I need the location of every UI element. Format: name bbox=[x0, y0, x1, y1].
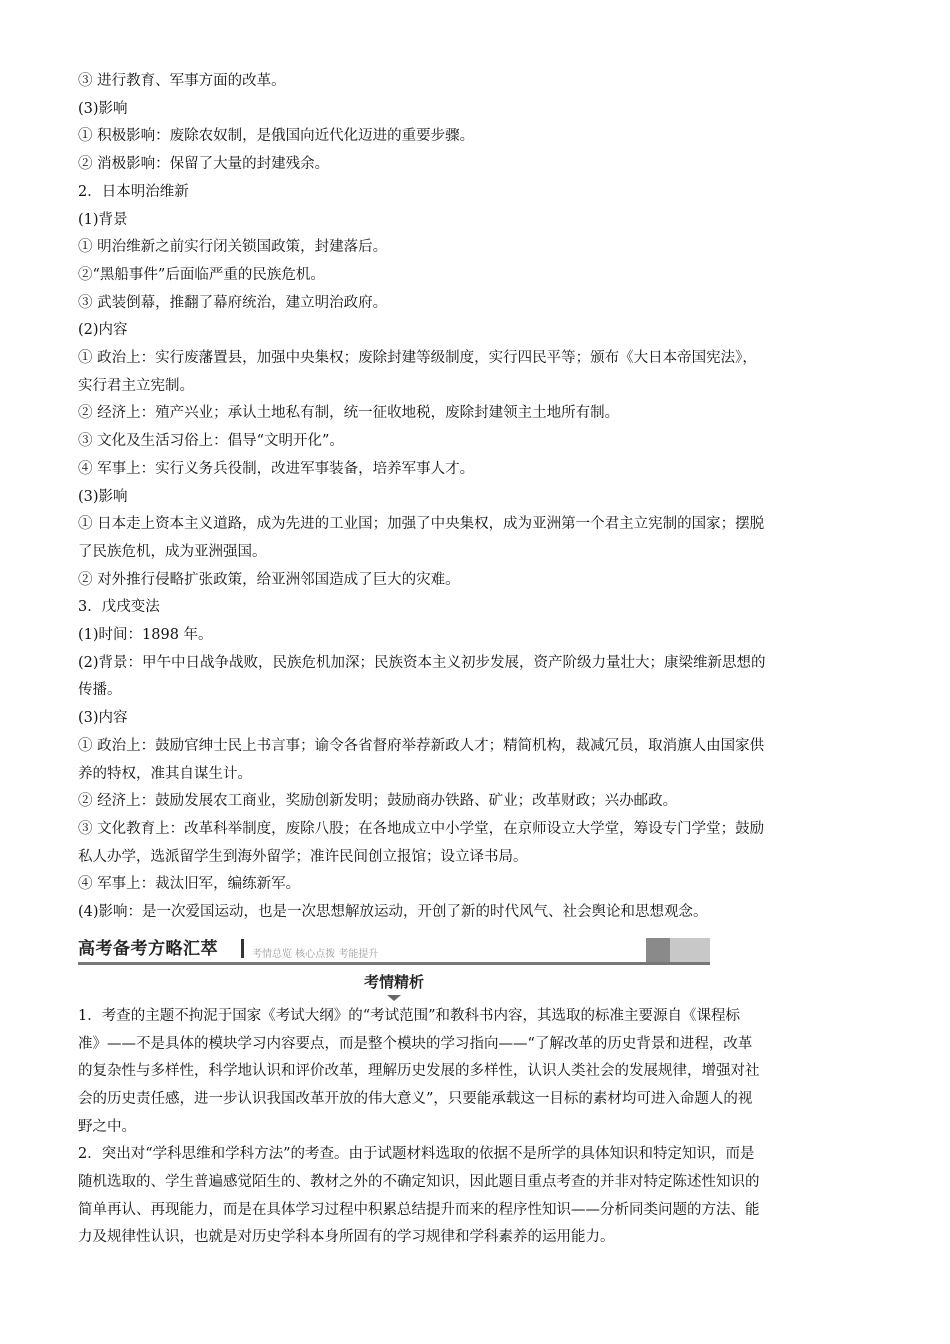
text-line: ③ 文化及生活习俗上：倡导“文明开化”。 bbox=[78, 433, 344, 450]
text-line: ④ 军事上：实行义务兵役制，改进军事装备，培养军事人才。 bbox=[78, 460, 475, 477]
text-line: 养的特权，准其自谋生计。 bbox=[78, 765, 252, 782]
text-line: ① 日本走上资本主义道路，成为先进的工业国；加强了中央集权，成为亚洲第一个君主立宪制的国家；摆脱 bbox=[78, 516, 765, 533]
text-line: (2)背景：甲午中日战争战败，民族危机加深；民族资本主义初步发展，资产阶级力量壮大；康梁维新思想的 bbox=[78, 654, 766, 671]
text-line: 实行君主立宪制。 bbox=[78, 377, 194, 394]
section-title: 高考备考方略汇萃 bbox=[78, 938, 218, 959]
document-page bbox=[78, 68, 872, 1252]
text-line: ② 对外推行侵略扩张政策，给亚洲邻国造成了巨大的灾难。 bbox=[78, 571, 460, 588]
text-line: 1．考查的主题不拘泥于国家《考试大纲》的“考试范围”和教科书内容，其选取的标准主要源自《课程标 bbox=[78, 1007, 741, 1024]
text-line: 会的历史责任感，进一步认识我国改革开放的伟大意义”，只要能承载这一目标的素材均可进入命题人的视 bbox=[78, 1090, 753, 1107]
text-line: ② 消极影响：保留了大量的封建残余。 bbox=[78, 156, 330, 173]
text-line: ③ 进行教育、军事方面的改革。 bbox=[78, 73, 286, 89]
text-line: 私人办学，选派留学生到海外留学；准许民间创立报馆；设立译书局。 bbox=[78, 848, 528, 865]
text-line: 了民族危机，成为亚洲强国。 bbox=[78, 543, 267, 560]
text-line: (3)影响 bbox=[78, 488, 128, 505]
section-header-bar bbox=[78, 935, 872, 965]
text-line: 3．戊戌变法 bbox=[78, 599, 160, 616]
text-line: ① 积极影响：废除农奴制，是俄国向近代化迈进的重要步骤。 bbox=[78, 128, 475, 145]
subheading bbox=[78, 969, 710, 1003]
text-line: ① 政治上：鼓励官绅士民上书言事；谕令各省督府举荐新政人才；精简机构，裁减冗员，取消旗人由国家供 bbox=[78, 737, 765, 754]
section-decor-block-dark bbox=[646, 938, 670, 962]
section-decor-block-light bbox=[670, 938, 710, 962]
text-line: ② 经济上：殖产兴业；承认土地私有制，统一征收地税，废除封建领主土地所有制。 bbox=[78, 405, 620, 422]
text-line: 随机选取的、学生普遍感觉陌生的、教材之外的不确定知识，因此题目重点考查的并非对特定陈述性知识的 bbox=[78, 1174, 760, 1191]
text-line: 2．突出对“学科思维和学科方法”的考查。由于试题材料选取的依据不是所学的具体知识和特定知识，而是 bbox=[78, 1146, 755, 1163]
text-line: (4)影响：是一次爱国运动，也是一次思想解放运动，开创了新的时代风气、社会舆论和思想观念。 bbox=[78, 904, 708, 921]
text-line: ③ 武装倒幕，推翻了幕府统治，建立明治政府。 bbox=[78, 294, 388, 311]
text-line: ① 明治维新之前实行闭关锁国政策，封建落后。 bbox=[78, 239, 388, 256]
text-line: ② 经济上：鼓励发展农工商业，奖励创新发明；鼓励商办铁路、矿业；改革财政；兴办邮政。 bbox=[78, 793, 678, 810]
text-line: ① 政治上：实行废藩置县，加强中央集权；废除封建等级制度，实行四民平等；颁布《大日本帝国宪法》， bbox=[78, 350, 757, 367]
body-text-upper bbox=[78, 68, 872, 927]
text-line: 2．日本明治维新 bbox=[78, 183, 189, 200]
text-line: 传播。 bbox=[78, 682, 122, 699]
section-rule bbox=[78, 962, 710, 965]
text-line: 准》——不是具体的模块学习内容要点，而是整个模块的学习指向——“了解改革的历史背景和进程，改革 bbox=[78, 1035, 753, 1052]
text-line: (1)背景 bbox=[78, 211, 128, 228]
text-line: (2)内容 bbox=[78, 322, 128, 339]
text-line: (3)影响 bbox=[78, 100, 128, 117]
subheading-triangle-icon bbox=[387, 995, 401, 1001]
text-line: 简单再认、再现能力，而是在具体学习过程中积累总结提升而来的程序性知识——分析同类问题的方法、能 bbox=[78, 1201, 760, 1218]
body-text-lower bbox=[78, 1003, 872, 1252]
text-line: 野之中。 bbox=[78, 1118, 136, 1135]
text-line: 力及规律性认识，也就是对历史学科本身所固有的学习规律和学科素养的运用能力。 bbox=[78, 1229, 615, 1246]
text-line: (3)内容 bbox=[78, 710, 128, 727]
text-line: ②“黑船事件”后面临严重的民族危机。 bbox=[78, 266, 325, 283]
text-line: ④ 军事上：裁汰旧军，编练新军。 bbox=[78, 876, 301, 893]
text-line: ③ 文化教育上：改革科举制度，废除八股；在各地成立中小学堂，在京师设立大学堂，筹设专门学堂；鼓励 bbox=[78, 820, 765, 837]
section-separator bbox=[241, 939, 244, 958]
text-line: 的复杂性与多样性，科学地认识和评价改革，理解历史发展的多样性，认识人类社会的发展规律，增强对社 bbox=[78, 1063, 760, 1080]
text-line: (1)时间：1898 年。 bbox=[78, 627, 213, 644]
subheading-label: 考情精析 bbox=[363, 972, 424, 991]
section-subtitle: 考情总览 核心点拨 考能提升 bbox=[252, 948, 379, 960]
